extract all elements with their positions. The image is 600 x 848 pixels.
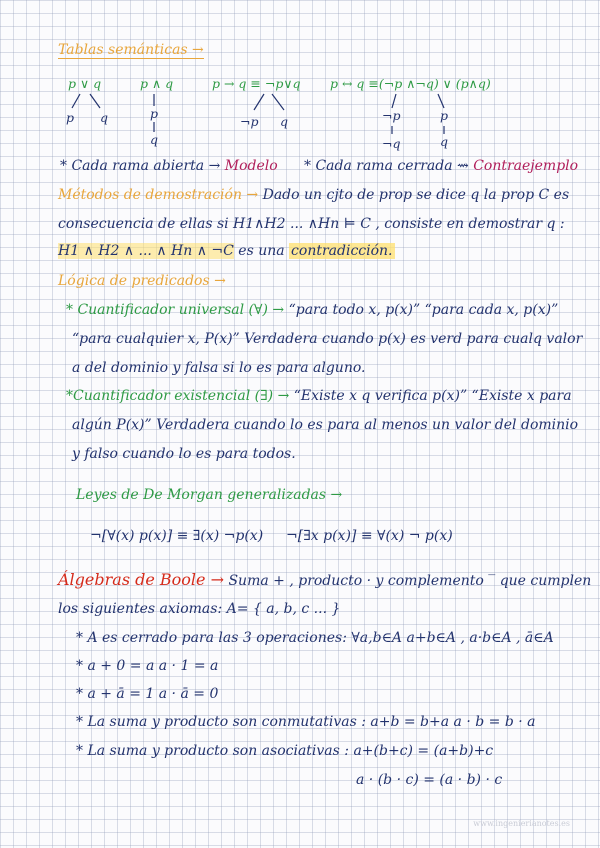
- tree-or: [68, 76, 118, 126]
- tree-leaf: q: [100, 110, 109, 125]
- tree-chain-lines: [140, 76, 190, 156]
- universal-line2: “para cualquier x, P(x)” Verdadera cuando p(x) es verd para cualq valor: [72, 331, 583, 347]
- tree-leaf: ¬p: [382, 108, 401, 123]
- boole-item-2: * a + 0 = a a · 1 = a: [76, 658, 219, 674]
- tree-leaf: q: [150, 132, 159, 147]
- note-open-result: Modelo: [224, 158, 278, 174]
- boole-item-1: * A es cerrado para las 3 operaciones: ∀a,b∈A a+b∈A , a·b∈A , ā∈A: [76, 630, 554, 646]
- section-title-metodos: Métodos de demostración →: [58, 187, 259, 203]
- tree-leaf: ¬q: [382, 136, 401, 151]
- demostracion-highlight: contradicción.: [291, 243, 393, 259]
- existential-title: *Cuantificador existencial (∃) →: [66, 388, 290, 404]
- universal-line3: a del dominio y falsa si lo es para alguno.: [72, 360, 366, 376]
- tree-leaf: q: [440, 134, 449, 149]
- section-title-tablas: Tablas semánticas →: [58, 42, 204, 58]
- tree-branches: [68, 76, 118, 126]
- watermark: www.ingenierianotes.es: [473, 819, 570, 828]
- note-open-prefix: * Cada rama abierta →: [60, 158, 221, 174]
- section-title-boole: Álgebras de Boole →: [58, 570, 225, 589]
- boole-last-line: a · (b · c) = (a · b) · c: [356, 772, 503, 788]
- tree-leaf: q: [280, 114, 289, 129]
- universal-line1: [66, 302, 558, 318]
- demostracion-text-1: Dado un cjto de prop se dice q la prop C es: [262, 187, 570, 203]
- existential-line2: algún P(x)” Verdadera cuando lo es para al menos un valor del dominio: [72, 417, 579, 433]
- demostracion-line2: consecuencia de ellas si H1∧H2 ... ∧Hn ⊨ C , consiste en demostrar q :: [58, 216, 565, 232]
- demostracion-line1: [58, 187, 569, 203]
- tree-root: p ∨ q: [68, 76, 102, 91]
- tree-leaf: p: [150, 106, 159, 121]
- note-closed-result: Contraejemplo: [473, 158, 579, 174]
- universal-text-1: “para todo x, p(x)” “para cada x, p(x)”: [284, 302, 559, 318]
- tree-branches: [330, 76, 520, 156]
- demostracion-line3: [58, 243, 395, 259]
- section-title-predicados: Lógica de predicados →: [58, 273, 226, 289]
- tree-implies: [212, 76, 302, 136]
- existential-line3: y falso cuando lo es para todos.: [72, 446, 296, 462]
- tree-iff: [330, 76, 520, 156]
- tree-and: [140, 76, 190, 156]
- tree-leaf: p: [440, 108, 449, 123]
- demostracion-formula: H1 ∧ H2 ∧ ... ∧ Hn ∧ ¬C: [58, 243, 234, 259]
- demostracion-text-3: es una: [233, 243, 290, 259]
- note-open-branch: [60, 158, 278, 174]
- tree-leaf: ¬p: [240, 114, 259, 129]
- boole-line1: [58, 572, 591, 589]
- tree-leaf: p: [66, 110, 75, 125]
- note-closed-prefix: * Cada rama cerrada ⇝: [304, 158, 469, 174]
- tree-root: p → q ≡ ¬p∨q: [212, 76, 301, 91]
- tree-root: p ∧ q: [140, 76, 174, 91]
- boole-text-1: Suma + , producto · y complemento ‾ que cumplen: [224, 573, 592, 589]
- boole-item-4: * La suma y producto son conmutativas : a+b = b+a a · b = b · a: [76, 714, 536, 730]
- morgan-formula-2: ¬[∃x p(x)] ≡ ∀(x) ¬ p(x): [286, 528, 453, 544]
- note-closed-branch: [304, 158, 578, 174]
- tree-root: p ↔ q ≡(¬p ∧¬q) ∨ (p∧q): [330, 76, 491, 91]
- existential-text-1: “Existe x q verifica p(x)” “Existe x para: [289, 388, 572, 404]
- morgan-title: Leyes de De Morgan generalizadas →: [76, 487, 343, 503]
- boole-line2: los siguientes axiomas: A= { a, b, c ... }: [58, 601, 341, 617]
- morgan-formula-1: ¬[∀(x) p(x)] ≡ ∃(x) ¬p(x): [90, 528, 264, 544]
- universal-title: * Cuantificador universal (∀) →: [66, 302, 285, 318]
- existential-line1: [66, 388, 572, 404]
- boole-item-3: * a + ā = 1 a · ā = 0: [76, 686, 219, 702]
- boole-item-5: * La suma y producto son asociativas : a+(b+c) = (a+b)+c: [76, 743, 494, 759]
